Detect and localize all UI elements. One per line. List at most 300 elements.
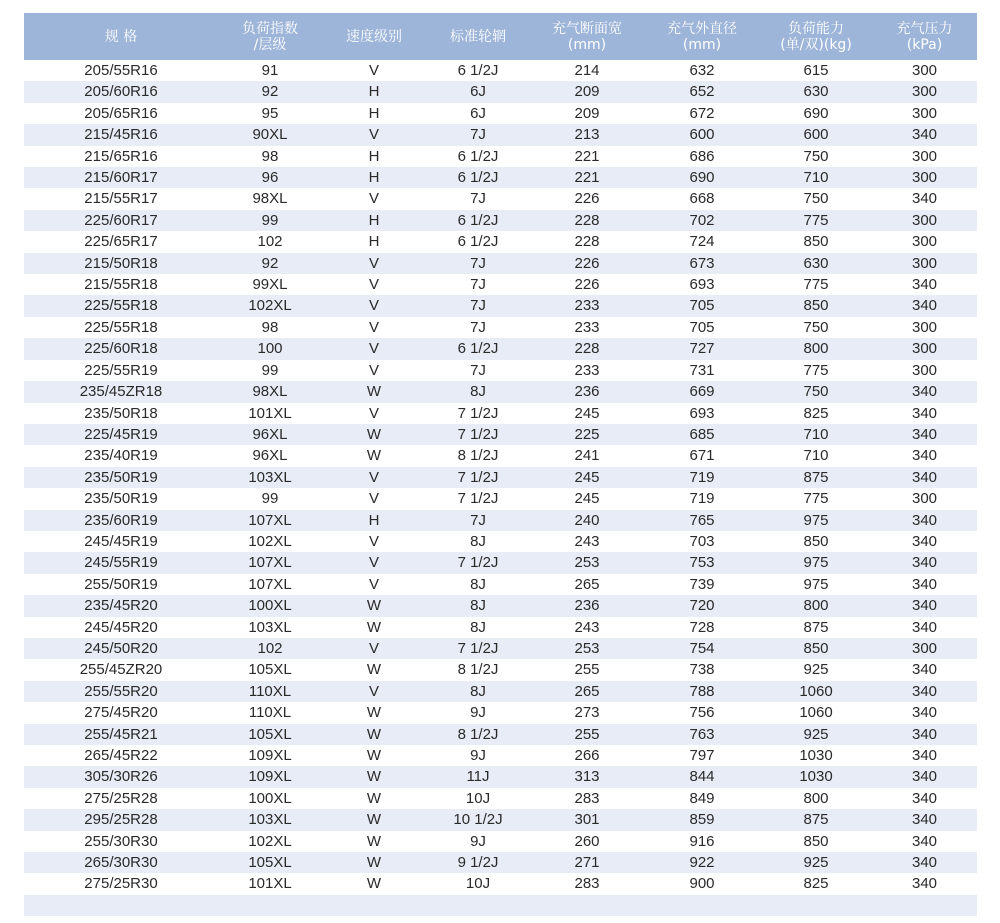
cell-speed-rating: H: [368, 233, 380, 251]
cell-load-index: 107XL: [248, 575, 292, 593]
cell-standard-rim: 10 1/2J: [453, 811, 503, 829]
cell-load-index: 98: [261, 147, 279, 165]
cell-load-capacity: 630: [803, 254, 829, 272]
cell-load-index: 98: [261, 318, 279, 336]
table-row: [24, 574, 977, 595]
cell-section-width: 221: [574, 147, 600, 165]
cell-overall-diameter: 686: [689, 147, 715, 165]
column-header-unit: (mm): [567, 36, 607, 53]
cell-spec: 225/60R17: [84, 211, 158, 229]
cell-overall-diameter: 652: [689, 83, 715, 101]
cell-standard-rim: 6 1/2J: [457, 147, 499, 165]
cell-inflation-pressure: 340: [911, 447, 938, 465]
cell-standard-rim: 6 1/2J: [457, 211, 499, 229]
table-row: [24, 295, 977, 316]
cell-load-index: 110XL: [248, 682, 292, 700]
cell-inflation-pressure: 340: [911, 190, 938, 208]
filler-cell: [24, 895, 977, 916]
cell-spec: 235/50R19: [84, 468, 158, 486]
cell-overall-diameter: 731: [689, 361, 715, 379]
cell-load-capacity: 710: [803, 169, 829, 187]
cell-inflation-pressure: 300: [911, 639, 938, 657]
cell-standard-rim: 9 1/2J: [457, 854, 499, 872]
cell-overall-diameter: 859: [689, 811, 715, 829]
cell-spec: 215/65R16: [84, 147, 158, 165]
cell-load-index: 100XL: [248, 789, 292, 807]
cell-spec: 255/45R21: [84, 725, 158, 743]
cell-spec: 205/55R16: [84, 62, 158, 79]
cell-inflation-pressure: 340: [911, 832, 938, 850]
cell-speed-rating: V: [368, 276, 379, 294]
table-row: [24, 338, 977, 359]
table-row: [24, 403, 977, 424]
cell-speed-rating: W: [366, 854, 382, 872]
cell-standard-rim: 8J: [470, 682, 486, 700]
cell-standard-rim: 9J: [470, 704, 486, 722]
cell-overall-diameter: 916: [689, 832, 715, 850]
column-header-speed-rating: [322, 13, 426, 60]
cell-load-capacity: 825: [803, 404, 829, 422]
cell-load-index: 99: [261, 490, 279, 508]
cell-spec: 305/30R26: [84, 768, 158, 786]
cell-load-index: 109XL: [248, 768, 292, 786]
cell-load-capacity: 1030: [799, 747, 833, 764]
cell-load-capacity: 925: [803, 854, 829, 872]
cell-spec: 275/25R30: [84, 875, 158, 893]
cell-section-width: 265: [574, 682, 600, 700]
cell-load-capacity: 975: [803, 575, 829, 593]
cell-load-capacity: 710: [803, 425, 829, 443]
cell-speed-rating: W: [366, 875, 382, 893]
cell-standard-rim: 8J: [470, 618, 486, 636]
cell-section-width: 255: [574, 661, 600, 679]
cell-section-width: 253: [574, 639, 600, 657]
table-row: [24, 766, 977, 787]
cell-inflation-pressure: 300: [911, 211, 938, 229]
cell-standard-rim: 9J: [470, 747, 486, 764]
cell-spec: 275/25R28: [84, 789, 158, 807]
column-header-load-index: [218, 13, 322, 60]
cell-load-capacity: 750: [803, 318, 829, 336]
cell-standard-rim: 7J: [470, 190, 486, 208]
cell-load-index: 96XL: [252, 425, 288, 443]
column-header-label: 规 格: [104, 28, 138, 45]
cell-inflation-pressure: 300: [911, 104, 938, 122]
cell-speed-rating: W: [366, 597, 382, 615]
table-body: [24, 60, 977, 916]
table-row: [24, 188, 977, 209]
cell-overall-diameter: 765: [689, 511, 715, 529]
cell-spec: 265/45R22: [84, 747, 158, 764]
cell-standard-rim: 11J: [466, 768, 490, 786]
cell-standard-rim: 6 1/2J: [457, 233, 499, 251]
cell-overall-diameter: 705: [689, 318, 715, 336]
table-row: [24, 167, 977, 188]
cell-section-width: 245: [574, 468, 600, 486]
cell-section-width: 301: [574, 811, 600, 829]
cell-section-width: 233: [574, 361, 600, 379]
cell-overall-diameter: 693: [689, 276, 715, 294]
cell-speed-rating: V: [368, 490, 379, 508]
cell-inflation-pressure: 340: [911, 811, 938, 829]
cell-overall-diameter: 705: [689, 297, 715, 315]
table-row: [24, 424, 977, 445]
cell-inflation-pressure: 340: [911, 597, 938, 615]
table-header: [24, 13, 977, 60]
cell-overall-diameter: 738: [689, 661, 715, 679]
cell-speed-rating: H: [368, 211, 380, 229]
cell-standard-rim: 7 1/2J: [457, 425, 499, 443]
cell-inflation-pressure: 340: [911, 875, 938, 893]
cell-standard-rim: 8 1/2J: [457, 661, 499, 679]
cell-load-index: 96XL: [252, 447, 288, 465]
cell-section-width: 226: [574, 190, 600, 208]
cell-spec: 225/55R19: [84, 361, 158, 379]
cell-section-width: 243: [574, 618, 600, 636]
column-header-spec: [24, 13, 218, 60]
cell-overall-diameter: 728: [689, 618, 715, 636]
cell-standard-rim: 7 1/2J: [457, 639, 499, 657]
table-row: [24, 360, 977, 381]
table-row: [24, 552, 977, 573]
cell-section-width: 273: [574, 704, 600, 722]
cell-inflation-pressure: 340: [911, 404, 938, 422]
cell-inflation-pressure: 340: [911, 854, 938, 872]
cell-section-width: 209: [574, 83, 600, 101]
table-row: [24, 873, 977, 894]
table-row: [24, 231, 977, 252]
cell-section-width: 228: [574, 211, 600, 229]
cell-inflation-pressure: 340: [911, 704, 938, 722]
column-header-unit: (单/双)(kg): [780, 36, 852, 53]
cell-overall-diameter: 720: [689, 597, 715, 615]
cell-section-width: 313: [574, 768, 600, 786]
table-row: [24, 809, 977, 830]
cell-inflation-pressure: 300: [911, 361, 938, 379]
cell-load-capacity: 750: [803, 383, 829, 401]
cell-overall-diameter: 632: [689, 62, 715, 79]
cell-load-index: 99XL: [252, 276, 288, 294]
table-row: [24, 702, 977, 723]
cell-load-capacity: 925: [803, 725, 829, 743]
cell-overall-diameter: 724: [689, 233, 715, 251]
cell-spec: 215/50R18: [84, 254, 158, 272]
cell-standard-rim: 10J: [465, 789, 491, 807]
cell-load-capacity: 630: [803, 83, 829, 101]
table-row: [24, 60, 977, 81]
cell-load-capacity: 750: [803, 190, 829, 208]
cell-inflation-pressure: 340: [911, 575, 938, 593]
cell-spec: 255/55R20: [84, 682, 158, 700]
cell-speed-rating: H: [368, 104, 380, 122]
cell-standard-rim: 6 1/2J: [457, 62, 499, 79]
cell-load-capacity: 600: [803, 126, 829, 144]
cell-load-capacity: 775: [803, 361, 829, 379]
cell-speed-rating: H: [368, 169, 380, 187]
column-header-label: 速度级别: [346, 28, 402, 45]
table-row: [24, 531, 977, 552]
cell-load-index: 90XL: [252, 126, 288, 144]
cell-spec: 205/60R16: [84, 83, 158, 101]
cell-load-capacity: 850: [803, 297, 829, 315]
cell-inflation-pressure: 340: [911, 725, 938, 743]
table-row: [24, 381, 977, 402]
cell-load-capacity: 750: [803, 147, 829, 165]
cell-speed-rating: W: [366, 425, 382, 443]
column-header-load-capacity: [760, 13, 872, 60]
cell-spec: 275/45R20: [84, 704, 158, 722]
cell-section-width: 233: [574, 318, 600, 336]
cell-overall-diameter: 754: [689, 639, 715, 657]
cell-load-capacity: 1060: [799, 704, 833, 722]
cell-speed-rating: V: [368, 404, 379, 422]
cell-load-index: 103XL: [248, 618, 292, 636]
cell-load-index: 98XL: [252, 383, 288, 401]
cell-spec: 215/55R18: [84, 276, 158, 294]
cell-inflation-pressure: 340: [911, 789, 938, 807]
cell-inflation-pressure: 340: [911, 425, 938, 443]
cell-spec: 255/50R19: [84, 575, 158, 593]
cell-standard-rim: 8 1/2J: [457, 447, 499, 465]
cell-section-width: 214: [574, 62, 600, 79]
table-filler-row: [24, 895, 977, 916]
cell-inflation-pressure: 300: [911, 147, 938, 165]
cell-overall-diameter: 763: [689, 725, 715, 743]
table-row: [24, 638, 977, 659]
column-header-unit: (kPa): [906, 36, 943, 53]
table-row: [24, 788, 977, 809]
cell-load-index: 102XL: [248, 832, 292, 850]
cell-spec: 225/55R18: [84, 297, 158, 315]
cell-inflation-pressure: 340: [911, 126, 938, 144]
cell-overall-diameter: 671: [689, 447, 715, 465]
cell-standard-rim: 7J: [470, 126, 486, 144]
cell-speed-rating: V: [368, 62, 379, 79]
table-row: [24, 617, 977, 638]
cell-overall-diameter: 669: [689, 383, 715, 401]
cell-spec: 225/65R17: [84, 233, 158, 251]
cell-speed-rating: V: [368, 318, 379, 336]
cell-load-index: 107XL: [248, 511, 292, 529]
cell-standard-rim: 7J: [470, 511, 486, 529]
cell-spec: 225/45R19: [84, 425, 158, 443]
cell-speed-rating: W: [366, 661, 382, 679]
column-header-label: 充气压力: [896, 20, 953, 37]
cell-spec: 245/45R20: [84, 618, 158, 636]
cell-load-capacity: 850: [803, 532, 829, 550]
cell-standard-rim: 7 1/2J: [457, 468, 499, 486]
cell-spec: 235/60R19: [84, 511, 158, 529]
cell-standard-rim: 7J: [470, 318, 486, 336]
cell-inflation-pressure: 340: [911, 661, 938, 679]
cell-inflation-pressure: 340: [911, 618, 938, 636]
cell-section-width: 240: [574, 511, 600, 529]
cell-standard-rim: 7 1/2J: [457, 490, 499, 508]
cell-inflation-pressure: 300: [911, 169, 938, 187]
column-header-label: 充气外直径: [667, 20, 737, 37]
cell-spec: 235/45R20: [84, 597, 158, 615]
cell-standard-rim: 7 1/2J: [457, 404, 499, 422]
cell-inflation-pressure: 300: [911, 490, 938, 508]
table-row: [24, 831, 977, 852]
column-header-overall-diameter: [644, 13, 760, 60]
cell-overall-diameter: 788: [689, 682, 715, 700]
cell-load-index: 92: [261, 254, 279, 272]
cell-speed-rating: V: [368, 190, 379, 208]
table-row: [24, 467, 977, 488]
cell-inflation-pressure: 340: [911, 532, 938, 550]
cell-inflation-pressure: 300: [911, 318, 938, 336]
tire-spec-table-wrapper: [24, 13, 977, 916]
cell-load-index: 109XL: [248, 747, 292, 764]
cell-load-capacity: 775: [803, 211, 829, 229]
cell-load-capacity: 1030: [799, 768, 833, 786]
cell-load-capacity: 925: [803, 661, 829, 679]
cell-load-capacity: 975: [803, 511, 829, 529]
cell-overall-diameter: 753: [689, 554, 715, 572]
cell-load-capacity: 690: [803, 104, 829, 122]
column-header-unit: /层级: [253, 36, 287, 53]
cell-load-index: 91: [261, 62, 279, 79]
cell-standard-rim: 7J: [470, 276, 486, 294]
cell-section-width: 241: [574, 447, 600, 465]
cell-speed-rating: H: [368, 147, 380, 165]
cell-spec: 215/45R16: [84, 126, 158, 144]
cell-load-capacity: 615: [803, 62, 829, 79]
cell-spec: 265/30R30: [84, 854, 158, 872]
cell-spec: 225/60R18: [84, 340, 158, 358]
tire-spec-table: [24, 13, 977, 916]
cell-speed-rating: W: [366, 383, 382, 401]
cell-inflation-pressure: 300: [911, 340, 938, 358]
cell-speed-rating: V: [368, 532, 379, 550]
table-row: [24, 253, 977, 274]
table-row: [24, 681, 977, 702]
cell-speed-rating: W: [366, 789, 382, 807]
table-row: [24, 274, 977, 295]
cell-load-capacity: 775: [803, 276, 829, 294]
cell-standard-rim: 7J: [470, 361, 486, 379]
cell-load-index: 99: [261, 361, 279, 379]
cell-inflation-pressure: 340: [911, 554, 938, 572]
cell-section-width: 243: [574, 532, 600, 550]
cell-standard-rim: 8J: [470, 575, 486, 593]
cell-load-capacity: 850: [803, 233, 829, 251]
cell-overall-diameter: 719: [689, 468, 715, 486]
cell-overall-diameter: 668: [689, 190, 715, 208]
column-header-label: 负荷能力: [788, 20, 844, 37]
cell-spec: 215/60R17: [84, 169, 158, 187]
cell-speed-rating: W: [366, 768, 382, 786]
column-header-standard-rim: [426, 13, 530, 60]
cell-spec: 235/50R19: [84, 490, 158, 508]
cell-overall-diameter: 849: [689, 789, 715, 807]
cell-load-capacity: 800: [803, 597, 829, 615]
cell-load-capacity: 1060: [799, 682, 833, 700]
cell-speed-rating: V: [368, 254, 379, 272]
cell-standard-rim: 9J: [470, 832, 486, 850]
cell-section-width: 265: [574, 575, 600, 593]
cell-spec: 245/50R20: [84, 639, 158, 657]
cell-load-index: 101XL: [248, 404, 292, 422]
cell-section-width: 255: [574, 725, 600, 743]
cell-speed-rating: V: [368, 340, 379, 358]
cell-inflation-pressure: 340: [911, 768, 938, 786]
cell-overall-diameter: 922: [689, 854, 715, 872]
table-row: [24, 659, 977, 680]
cell-load-capacity: 875: [803, 811, 829, 829]
cell-spec: 295/25R28: [84, 811, 158, 829]
cell-overall-diameter: 702: [689, 211, 715, 229]
cell-load-index: 110XL: [248, 704, 292, 722]
cell-standard-rim: 7J: [470, 297, 486, 315]
cell-load-index: 105XL: [248, 725, 292, 743]
cell-section-width: 260: [574, 832, 600, 850]
cell-inflation-pressure: 300: [911, 233, 938, 251]
cell-speed-rating: H: [368, 511, 380, 529]
cell-spec: 245/55R19: [84, 554, 158, 572]
cell-speed-rating: V: [368, 126, 379, 144]
cell-section-width: 226: [574, 254, 600, 272]
cell-section-width: 283: [574, 789, 600, 807]
cell-inflation-pressure: 340: [911, 383, 938, 401]
cell-standard-rim: 8J: [470, 532, 486, 550]
cell-standard-rim: 10J: [465, 875, 491, 893]
cell-overall-diameter: 673: [689, 254, 715, 272]
cell-standard-rim: 6 1/2J: [457, 169, 499, 187]
table-row: [24, 103, 977, 124]
cell-section-width: 228: [574, 233, 600, 251]
cell-overall-diameter: 600: [689, 126, 715, 144]
cell-speed-rating: W: [366, 618, 382, 636]
table-row: [24, 852, 977, 873]
column-header-inflation-pressure: [872, 13, 977, 60]
cell-load-index: 105XL: [248, 661, 292, 679]
cell-load-capacity: 850: [803, 832, 829, 850]
cell-speed-rating: V: [368, 639, 379, 657]
cell-inflation-pressure: 340: [911, 511, 938, 529]
cell-section-width: 236: [574, 383, 600, 401]
cell-standard-rim: 6 1/2J: [457, 340, 499, 358]
cell-speed-rating: W: [366, 832, 382, 850]
cell-spec: 255/45ZR20: [79, 661, 163, 679]
cell-speed-rating: W: [366, 447, 382, 465]
cell-load-index: 103XL: [248, 468, 292, 486]
cell-load-index: 102: [257, 639, 283, 657]
cell-section-width: 209: [574, 104, 600, 122]
table-row: [24, 595, 977, 616]
column-header-label: 充气断面宽: [552, 20, 622, 37]
header-row: [24, 13, 977, 60]
cell-load-capacity: 975: [803, 554, 829, 572]
cell-speed-rating: V: [368, 468, 379, 486]
column-header-label: 负荷指数: [242, 20, 298, 37]
cell-overall-diameter: 672: [689, 104, 715, 122]
cell-load-index: 96: [261, 169, 279, 187]
cell-section-width: 226: [574, 276, 600, 294]
cell-standard-rim: 7 1/2J: [457, 554, 499, 572]
cell-overall-diameter: 690: [689, 169, 715, 187]
cell-section-width: 253: [574, 554, 600, 572]
cell-overall-diameter: 844: [689, 768, 715, 786]
cell-standard-rim: 7J: [470, 254, 486, 272]
cell-overall-diameter: 719: [689, 490, 715, 508]
cell-section-width: 283: [574, 875, 600, 893]
cell-section-width: 236: [574, 597, 600, 615]
cell-speed-rating: W: [366, 747, 382, 764]
cell-spec: 225/55R18: [84, 318, 158, 336]
cell-overall-diameter: 756: [689, 704, 715, 722]
